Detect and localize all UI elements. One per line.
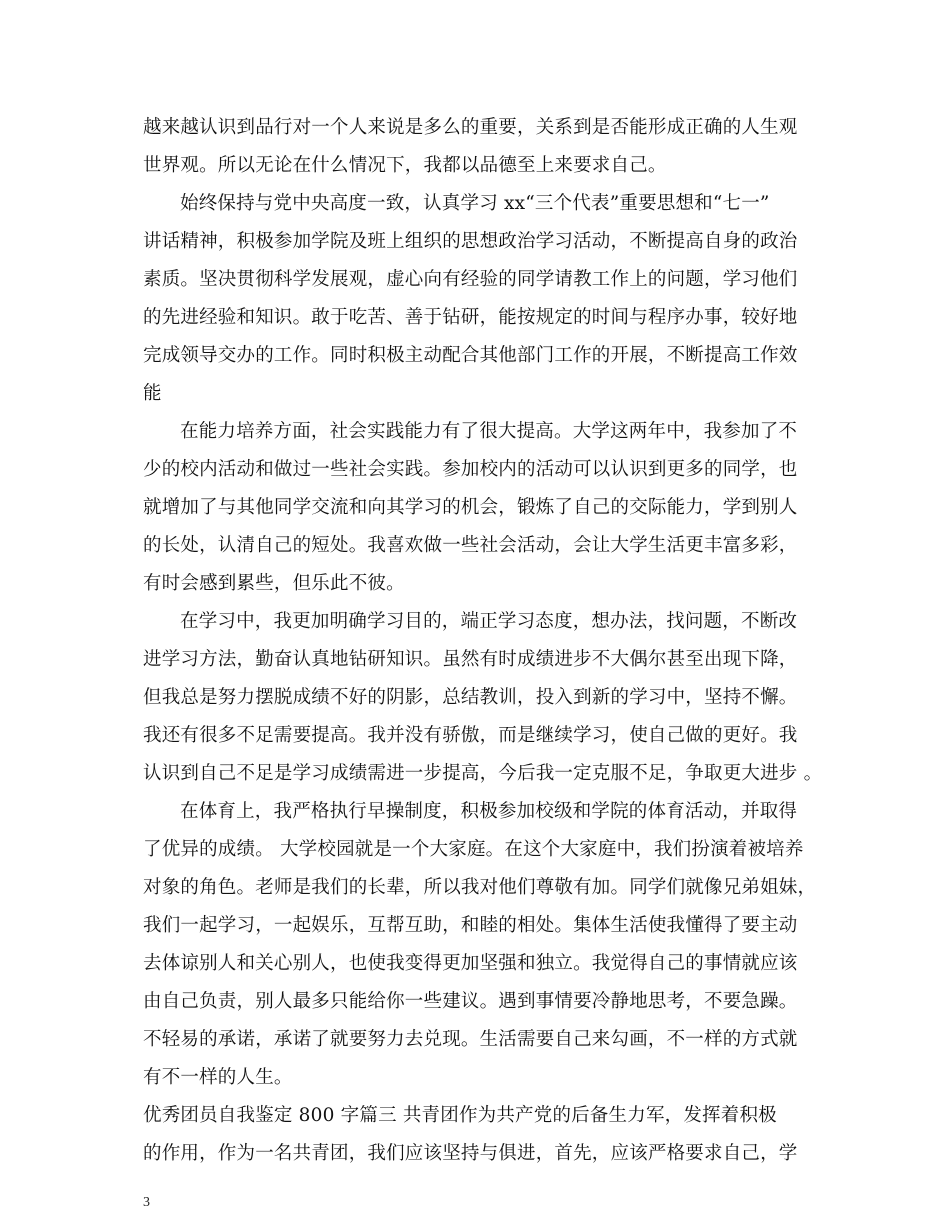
text-line: 就增加了与其他同学交流和向其学习的机会，锻炼了自己的交际能力，学到别人: [143, 497, 798, 518]
text-line: 认识到自己不足是学习成绩需进一步提高，今后我一定克服不足，争取更大进步 。: [143, 763, 823, 784]
text-line: 的作用，作为一名共青团，我们应该坚持与俱进，首先，应该严格要求自己，学: [143, 1143, 798, 1164]
text-line: 我们一起学习，一起娱乐，互帮互助，和睦的相处。集体生活使我懂得了要主动: [143, 915, 798, 936]
section-heading-line: 优秀团员自我鉴定 800 字篇三 共青团作为共产党的后备生力军，发挥着积极: [143, 1105, 777, 1126]
text-line: 但我总是努力摆脱成绩不好的阴影，总结教训，投入到新的学习中，坚持不懈。: [143, 687, 798, 708]
paragraph-start-line: 在体育上，我严格执行早操制度，积极参加校级和学院的体育活动，并取得: [180, 801, 798, 822]
paragraph-start-line: 始终保持与党中央高度一致，认真学习 xx“三个代表”重要思想和“七一”: [180, 193, 770, 214]
text-line: 的先进经验和知识。敢于吃苦、善于钻研，能按规定的时间与程序办事，较好地: [143, 307, 798, 328]
text-line: 有不一样的人生。: [143, 1067, 293, 1088]
text-line: 进学习方法，勤奋认真地钻研知识。虽然有时成绩进步不大偶尔甚至出现下降，: [143, 649, 798, 670]
text-line: 由自己负责，别人最多只能给你一些建议。遇到事情要冷静地思考，不要急躁。: [143, 991, 798, 1012]
text-line: 讲话精神，积极参加学院及班上组织的思想政治学习活动，不断提高自身的政治: [143, 231, 798, 252]
text-line: 我还有很多不足需要提高。我并没有骄傲，而是继续学习，使自己做的更好。我: [143, 725, 798, 746]
text-line: 能: [143, 383, 162, 404]
paragraph-start-line: 在学习中，我更加明确学习目的，端正学习态度，想办法，找问题，不断改: [180, 611, 798, 632]
text-line: 去体谅别人和关心别人，也使我变得更加坚强和独立。我觉得自己的事情就应该: [143, 953, 798, 974]
text-line: 世界观。所以无论在什么情况下，我都以品德至上来要求自己。: [143, 155, 667, 176]
text-line: 越来越认识到品行对一个人来说是多么的重要，关系到是否能形成正确的人生观: [143, 117, 798, 138]
text-line: 不轻易的承诺，承诺了就要努力去兑现。生活需要自己来勾画，不一样的方式就: [143, 1029, 798, 1050]
text-line: 少的校内活动和做过一些社会实践。参加校内的活动可以认识到更多的同学，也: [143, 459, 798, 480]
text-line: 完成领导交办的工作。同时积极主动配合其他部门工作的开展，不断提高工作效: [143, 345, 798, 366]
text-line: 素质。坚决贯彻科学发展观，虚心向有经验的同学请教工作上的问题，学习他们: [143, 269, 798, 290]
paragraph-start-line: 在能力培养方面，社会实践能力有了很大提高。大学这两年中，我参加了不: [180, 421, 798, 442]
text-line: 了优异的成绩。 大学校园就是一个大家庭。在这个大家庭中，我们扮演着被培养: [143, 839, 804, 860]
text-line: 有时会感到累些，但乐此不彼。: [143, 573, 405, 594]
page-number: 3: [143, 1195, 150, 1210]
text-line: 的长处，认清自己的短处。我喜欢做一些社会活动，会让大学生活更丰富多彩，: [143, 535, 798, 556]
text-line: 对象的角色。老师是我们的长辈，所以我对他们尊敬有加。同学们就像兄弟姐妹，: [143, 877, 817, 898]
